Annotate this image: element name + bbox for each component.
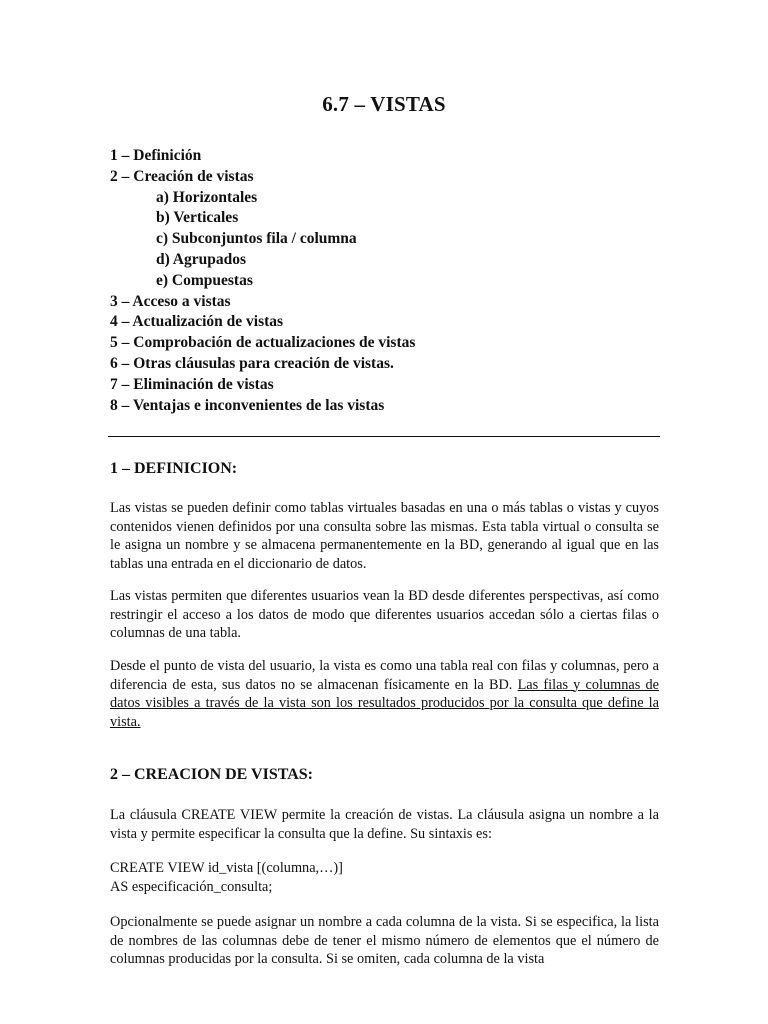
toc-item: c) Subconjuntos fila / columna <box>156 230 357 248</box>
table-of-contents <box>110 146 670 416</box>
toc-item: 3 – Acceso a vistas <box>110 292 231 310</box>
syntax-line-2: AS especificación_consulta; <box>110 878 273 895</box>
toc-item: a) Horizontales <box>156 188 258 206</box>
paragraph-definicion-1: Las vistas se pueden definir como tablas virtuales basadas en una o más tablas o vistas y cuyos contenidos vienen definidos por una consulta sobre las mismas. Esta tabla virtual o consulta se le asigna un nombre y se almacena permanentemente en la BD, generando al igual que en las tablas una entrada en el diccionario de datos. <box>110 500 659 572</box>
syntax-block <box>110 859 343 896</box>
paragraph-definicion-3-text: Desde el punto de vista del usuario, la vista es como una tabla real con filas y columnas, pero a diferencia de esta, sus datos no se almacenan físicamente en la BD. <box>110 658 659 693</box>
toc-item: d) Agrupados <box>156 250 247 268</box>
toc-item: 5 – Comprobación de actualizaciones de vistas <box>110 334 416 352</box>
toc-item: 2 – Creación de vistas <box>110 167 254 185</box>
toc-item: 4 – Actualización de vistas <box>110 313 284 331</box>
paragraph-definicion-3 <box>110 657 659 731</box>
paragraph-definicion-2: Las vistas permiten que diferentes usuarios vean la BD desde diferentes perspectivas, así como restringir el acceso a los datos de modo que diferentes usuarios accedan sólo a ciertas filas o columnas de una tabla. <box>110 588 659 642</box>
section-heading-creacion: 2 – CREACION DE VISTAS: <box>110 766 313 783</box>
underlined-statement: Las filas y columnas de datos visibles a través de la vista son los resultados producidos por la consulta que define la vista. <box>110 676 659 730</box>
toc-item: b) Verticales <box>156 209 239 227</box>
document-title: 6.7 – VISTAS <box>322 92 446 116</box>
horizontal-divider <box>108 436 660 437</box>
paragraph-creacion-1: La cláusula CREATE VIEW permite la creación de vistas. La cláusula asigna un nombre a la vista y permite especificar la consulta que la define. Su sintaxis es: <box>110 807 659 842</box>
toc-item: 8 – Ventajas e inconvenientes de las vistas <box>110 396 385 414</box>
toc-item: 1 – Definición <box>110 147 202 164</box>
toc-item: 7 – Eliminación de vistas <box>110 375 274 393</box>
syntax-line-1: CREATE VIEW id_vista [(columna,…)] <box>110 860 343 876</box>
toc-item: e) Compuestas <box>156 271 253 289</box>
toc-item: 6 – Otras cláusulas para creación de vistas. <box>110 354 394 372</box>
paragraph-creacion-2: Opcionalmente se puede asignar un nombre a cada columna de la vista. Si se especifica, la lista de nombres de las columnas debe de tener el mismo número de elementos que el número de columnas producidas por la consulta. Si se omiten, cada columna de la vista <box>110 914 659 968</box>
section-heading-definicion: 1 – DEFINICION: <box>110 460 238 477</box>
